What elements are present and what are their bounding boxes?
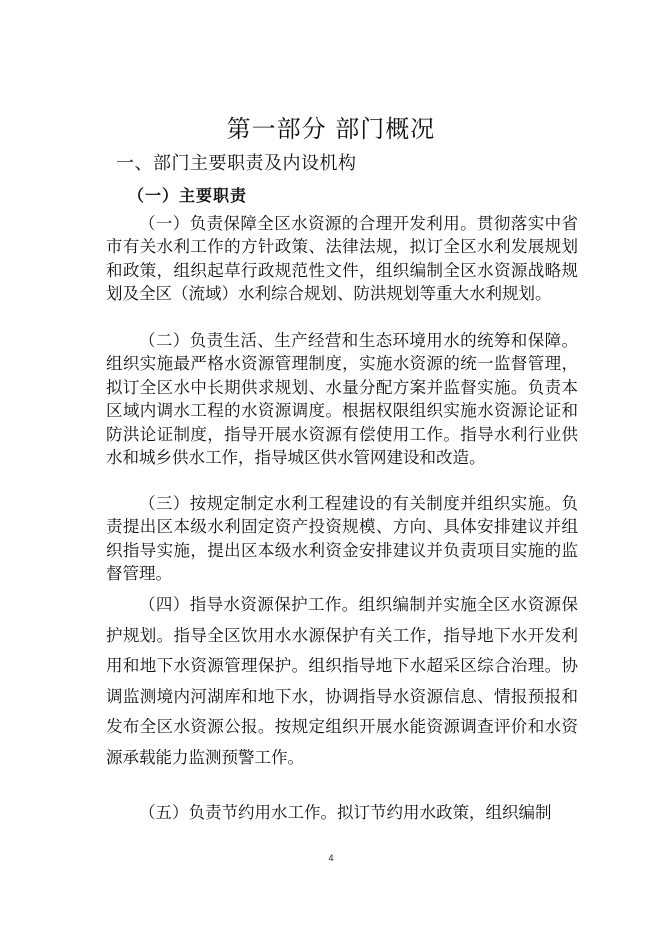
page-title: 第一部分 部门概况 (226, 115, 436, 143)
paragraph-duty-3: （三）按规定制定水利工程建设的有关制度并组织实施。负责提出区本级水利固定资产投资规模、方向、具体安排建议并组织指导实施，提出区本级水利资金安排建议并负责项目实施的监督管理。 (106, 494, 578, 584)
paragraph-duty-2: （二）负责生活、生产经营和生态环境用水的统筹和保障。组织实施最严格水资源管理制度，实施水资源的统一监督管理，拟订全区水中长期供求规划、水量分配方案并监督实施。负责本区域内调水工程的水资源调度。根据权限组织实施水资源论证和防洪论证制度，指导开展水资源有偿使用工作。指导水利行业供水和城乡供水工作，指导城区供水管网建设和改造。 (106, 331, 578, 468)
subsection-heading: （一）主要职责 (128, 186, 248, 205)
page-number: 4 (328, 853, 334, 863)
paragraph-duty-5: （五）负责节约用水工作。拟订节约用水政策，组织编制 (139, 803, 552, 822)
section-heading: 一、部门主要职责及内设机构 (116, 153, 357, 174)
paragraph-duty-4: （四）指导水资源保护工作。组织编制并实施全区水资源保护规划。指导全区饮用水水源保护有关工作，指导地下水开发利用和地下水资源管理保护。组织指导地下水超采区综合治理。协调监测境内河湖库和地下水，协调指导水资源信息、情报预报和发布全区水资源公报。按规定组织开展水能资源调查评价和水资源承载能力监测预警工作。 (106, 595, 578, 767)
paragraph-duty-1: （一）负责保障全区水资源的合理开发利用。贯彻落实中省市有关水利工作的方针政策、法律法规，拟订全区水利发展规划和政策，组织起草行政规范性文件，组织编制全区水资源战略规划及全区（流域）水利综合规划、防洪规划等重大水利规划。 (106, 214, 578, 304)
